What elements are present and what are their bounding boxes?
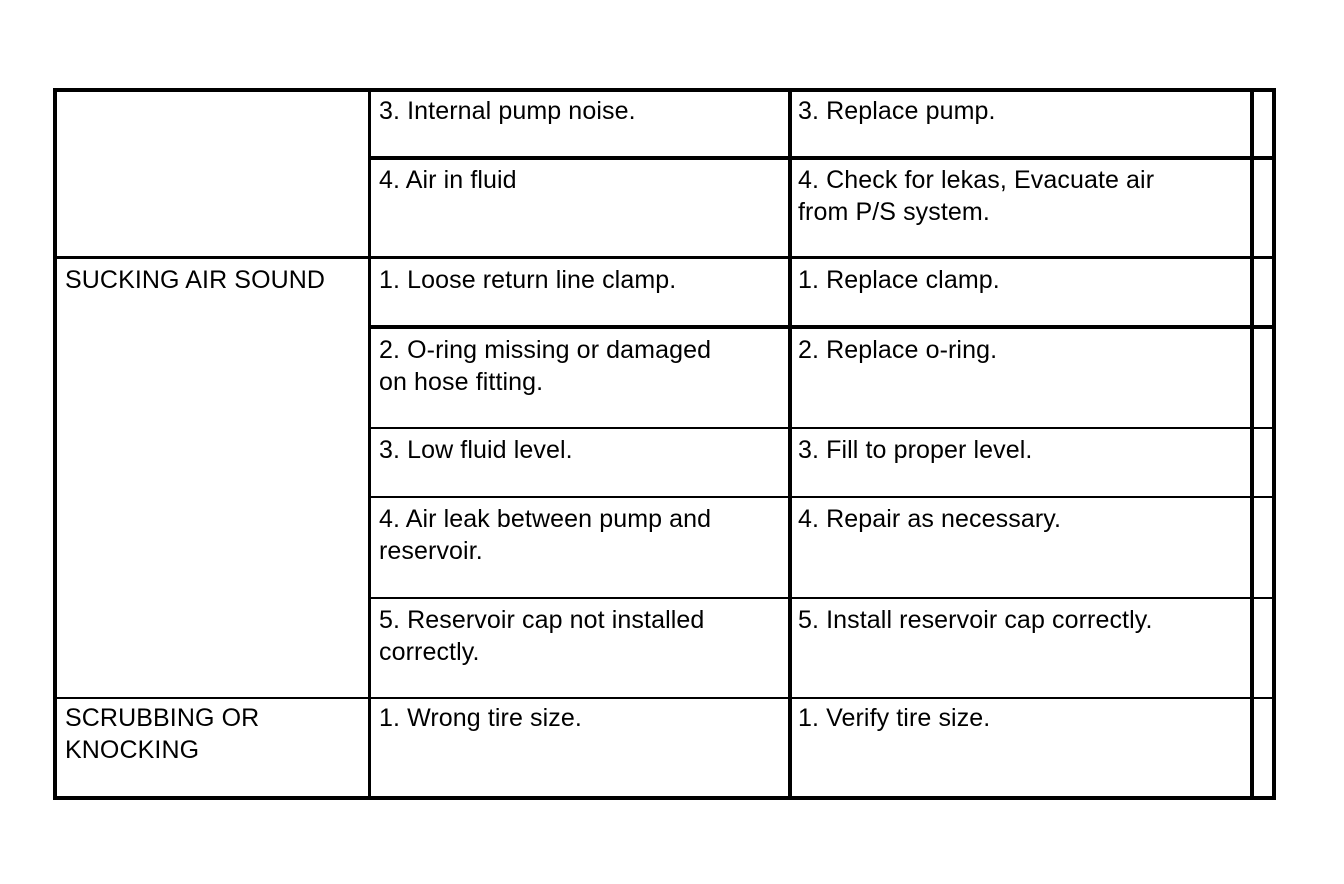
- correction-cell: 5. Install reservoir cap correctly.: [798, 606, 1153, 634]
- cause-cell: 2. O-ring missing or damaged: [379, 336, 712, 364]
- correction-cell: 4. Repair as necessary.: [798, 505, 1062, 533]
- column-divider-condition: [368, 92, 371, 796]
- row-divider: [369, 496, 1272, 498]
- row-divider: [369, 325, 1272, 329]
- row-divider: [369, 156, 1272, 160]
- correction-cell: 1. Replace clamp.: [798, 266, 1000, 294]
- correction-cell: 3. Replace pump.: [798, 97, 996, 125]
- row-divider: [369, 597, 1272, 599]
- cause-cell: 4. Air leak between pump and: [379, 505, 712, 533]
- column-divider-correction: [1250, 92, 1254, 796]
- column-divider-cause: [788, 92, 792, 796]
- condition-cell: SCRUBBING OR: [65, 704, 260, 732]
- correction-cell: 2. Replace o-ring.: [798, 336, 998, 364]
- row-divider: [57, 256, 1272, 259]
- cause-cell: 3. Low fluid level.: [379, 436, 573, 464]
- cause-cell: correctly.: [379, 638, 480, 666]
- row-divider: [57, 697, 1272, 699]
- correction-cell: from P/S system.: [798, 198, 990, 226]
- troubleshooting-table: [53, 88, 1276, 800]
- cause-cell: on hose fitting.: [379, 368, 544, 396]
- cause-cell: 5. Reservoir cap not installed: [379, 606, 705, 634]
- correction-cell: 3. Fill to proper level.: [798, 436, 1033, 464]
- cause-cell: 4. Air in fluid: [379, 166, 517, 194]
- correction-cell: 4. Check for lekas, Evacuate air: [798, 166, 1155, 194]
- condition-cell: KNOCKING: [65, 736, 200, 764]
- cause-cell: 1. Wrong tire size.: [379, 704, 582, 732]
- condition-cell: SUCKING AIR SOUND: [65, 266, 326, 294]
- cause-cell: 3. Internal pump noise.: [379, 97, 636, 125]
- cause-cell: reservoir.: [379, 537, 483, 565]
- cause-cell: 1. Loose return line clamp.: [379, 266, 677, 294]
- correction-cell: 1. Verify tire size.: [798, 704, 991, 732]
- row-divider: [369, 427, 1272, 429]
